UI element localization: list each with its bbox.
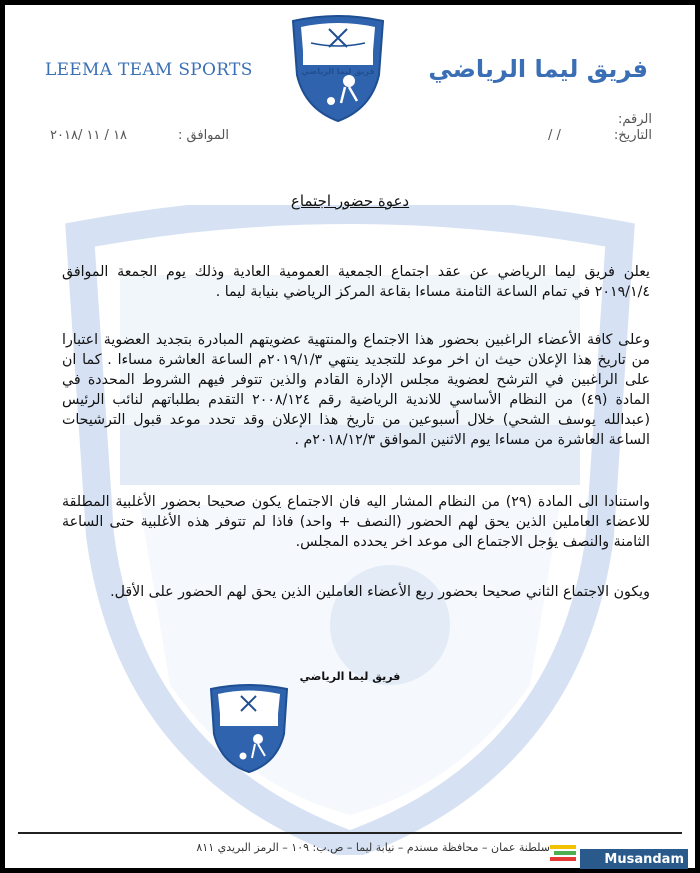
footer-address: سلطنة عمان – محافظة مسندم – نيابة ليما – ص.ب: ١٠٩ – الرمز البريدي ٨١١ bbox=[196, 841, 550, 854]
paragraph-4: ويكون الاجتماع الثاني صحيحا بحضور ربع الأعضاء العاملين الذين يحق لهم الحضور على الأقل. bbox=[110, 584, 650, 600]
signature-logo bbox=[208, 684, 290, 776]
brand-text: Musandam bbox=[600, 851, 688, 868]
hijri-label: الموافق : bbox=[178, 128, 229, 143]
date-label: التاريخ: bbox=[613, 128, 652, 143]
logo-caption: فريق ليما الرياضي bbox=[301, 67, 375, 76]
letter-subject: دعوة حضور اجتماع bbox=[290, 192, 410, 210]
english-team-name: LEEMA TEAM SPORTS bbox=[45, 60, 253, 80]
date-value: / / bbox=[548, 128, 561, 143]
paragraph-1: يعلن فريق ليما الرياضي عن عقد اجتماع الجمعية العمومية العادية وذلك يوم الجمعة الموافق ٢٠١٩/١/٤ في تمام الساعة الثامنة مساءا بقاعة المركز الرياضي بنيابة ليما . bbox=[62, 264, 650, 300]
arabic-team-name: فريق ليما الرياضي bbox=[428, 55, 648, 83]
ref-label: الرقم: bbox=[618, 112, 652, 127]
signature-name: فريق ليما الرياضي bbox=[299, 670, 401, 683]
paragraph-2: وعلى كافة الأعضاء الراغبين بحضور هذا الاجتماع والمنتهية عضويتهم المبادرة بتجديد العضوية اعتبارا من تاريخ هذا الإعلان حيث ان اخر موعد للتجديد ينتهي ٢٠١٩/١/٣م الساعة العاشرة مساءا . كما ان على الراغبين في الترشح لعضوية مجلس الإدارة القادم والذين تتوفر فيهم الشروط المحددة في المادة (٤٩) من النظام الأساسي للاندية الرياضية رقم ٢٠٠٨/١٢٤ التقدم بطلباتهم لنائب الرئيس (عبدالله يوسف الشحي) خلال أسبوعين من تاريخ هذا الإعلان وقد تحدد موعد قبول الترشيحات الساعة العاشرة من مساءا يوم الاثنين الموافق ٢٠١٨/١٢/٣م . bbox=[62, 332, 650, 448]
hijri-value: ١٨ / ١١ /٢٠١٨ bbox=[50, 128, 128, 143]
paragraph-3: واستنادا الى المادة (٢٩) من النظام المشار اليه فان الاجتماع يكون صحيحا بحضور الأغلبية المطلقة للاعضاء العاملين الذين يحق لهم الحضور (النصف + واحد) فاذا لم تتوفر هذه الأغلبية حتى الساعة الثامنة والنصف يؤجل الاجتماع الى موعد اخر يحدده المجلس. bbox=[62, 494, 650, 550]
footer-divider bbox=[18, 832, 682, 834]
